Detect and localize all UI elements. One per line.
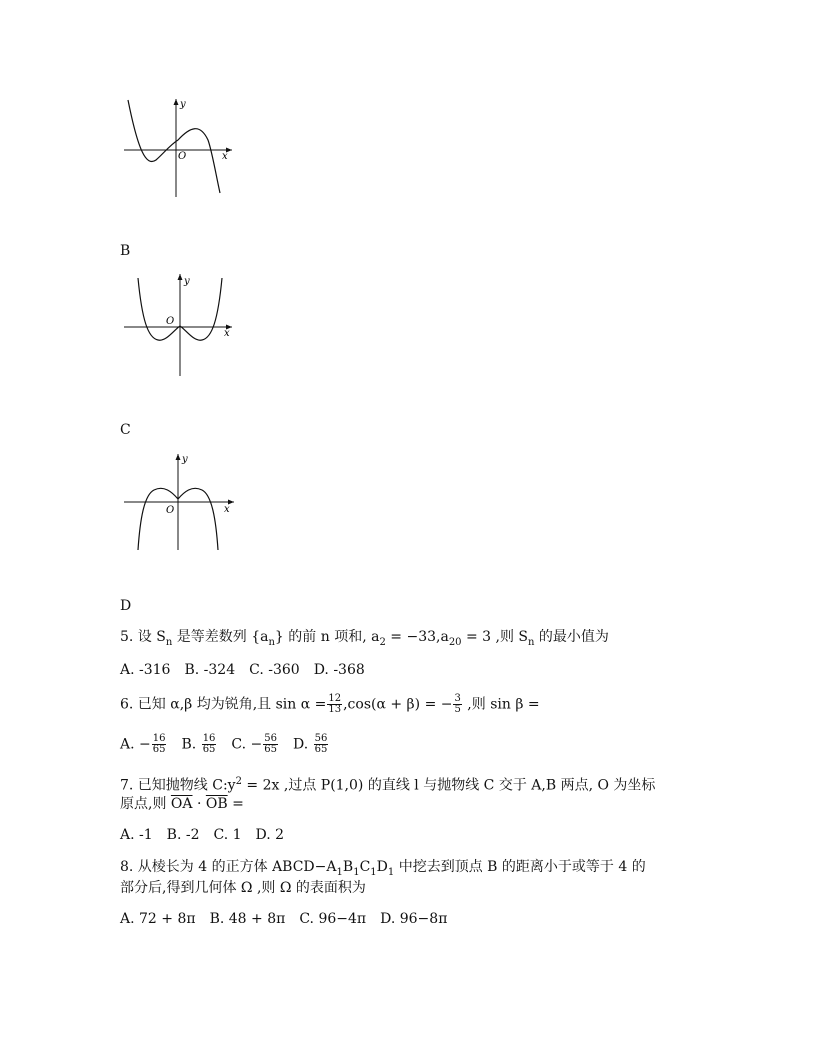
q6-fraction-1 [327,694,342,715]
q6-option-label: B. [181,736,197,753]
q7-option-b[interactable]: B. -2 [166,827,200,843]
vector-ob: $\overline{OB}$ [205,796,228,812]
q6-text: 6. 已知 α,β 均为锐角,且 sin α = [120,696,327,713]
q5-sub: 20 [448,636,462,648]
graph-1-x-label: x [222,151,228,162]
q5-option-c[interactable]: C. -360 [249,662,300,678]
graph-1-origin-label: O [178,151,187,162]
q6-opt-num: 16 [202,733,216,744]
graph-1-y-label: y [180,99,186,110]
question-7-options [120,825,298,845]
q6-opt-den: 65 [152,744,166,755]
q6-text: ,cos(α + β) = − [343,696,453,713]
q7-option-a[interactable]: A. -1 [120,827,153,843]
q8-sub: 1 [387,866,395,878]
q8-sub: 1 [336,866,343,878]
q6-f2-den: 5 [454,704,461,715]
graph-option-b [120,270,240,380]
graph-3-y-label: y [182,454,188,465]
q5-sub: 2 [379,636,386,648]
q5-text: 5. 设 S [120,629,166,645]
graph-3-x-label: x [224,504,230,515]
question-7-line-1 [120,772,655,796]
question-5 [120,627,609,653]
question-6-options [120,734,343,755]
q6-opt-num: 16 [152,733,166,744]
option-letter-b: B [120,243,131,259]
option-letter-d: D [120,598,132,614]
q6-f1-num: 12 [328,693,342,704]
q7-sup: 2 [235,776,242,787]
q8-sub: 1 [370,866,377,878]
q6-f2-num: 3 [454,693,461,704]
graph-option-c [120,450,240,555]
q5-text: = −33,a [385,629,449,645]
q8-text: 8. 从棱长为 4 的正方体 ABCD−A [120,859,337,875]
q8-text: C [359,859,371,875]
q8-text: D [376,859,388,875]
q5-text: } 的前 n 项和, a [274,629,380,645]
graph-2-y-label: y [184,276,190,287]
q5-option-d[interactable]: D. -368 [313,662,365,678]
q7-option-c[interactable]: C. 1 [213,827,242,843]
q8-option-c[interactable]: C. 96−4π [299,911,367,927]
question-6 [120,694,540,715]
q5-option-a[interactable]: A. -316 [120,662,171,678]
q5-text: 的最小值为 [534,629,609,645]
q6-opt-den: 65 [202,744,216,755]
q6-opt-den: 65 [264,744,277,755]
q5-text: = 3 ,则 S [461,629,529,645]
q6-option-label: A. − [120,736,151,753]
q6-opt-num: 56 [264,733,277,744]
q6-text: ,则 sin β = [462,696,540,713]
q7-text: 原点,则 [120,796,171,812]
q5-sub: n [268,636,275,648]
q6-opt-den: 65 [314,744,328,755]
graph-2-x-label: x [224,328,230,339]
graph-3-origin-label: O [166,505,175,516]
q7-text: 7. 已知抛物线 C:y [120,777,236,794]
q7-option-d[interactable]: D. 2 [255,827,285,843]
q7-text: = [227,796,244,812]
question-8-line-2: 部分后,得到几何体 Ω ,则 Ω 的表面积为 [120,880,366,896]
question-8-options [120,909,461,929]
q6-fraction-2 [453,694,461,715]
option-letter-c: C [120,422,131,438]
q7-dot: · [192,796,206,812]
q6-option-c[interactable] [231,734,279,755]
q7-text: = 2x ,过点 P(1,0) 的直线 l 与抛物线 C 交于 A,B 两点, O 为坐标 [241,777,656,794]
q6-option-fraction [314,734,329,755]
q6-option-b[interactable] [181,734,217,755]
q5-option-b[interactable]: B. -324 [184,662,236,678]
q6-option-fraction [263,734,278,755]
question-7-line-2 [120,794,244,814]
vector-oa: $\overline{OA}$ [170,796,193,812]
q6-option-label: D. [293,736,309,753]
q8-option-d[interactable]: D. 96−8π [380,911,448,927]
question-5-options [120,660,379,680]
q6-opt-num: 56 [314,733,328,744]
q8-option-b[interactable]: B. 48 + 8π [209,911,286,927]
q8-text: 中挖去到顶点 B 的距离小于或等于 4 的 [394,859,646,875]
graph-option-a [120,95,240,200]
q5-text: 是等差数列 {a [172,629,269,645]
q5-sub: n [165,636,173,648]
q6-option-label: C. − [231,736,263,753]
q6-option-fraction [152,734,167,755]
q5-sub: n [528,636,535,648]
graph-2-origin-label: O [166,316,175,327]
q6-option-d[interactable] [293,734,329,755]
q6-f1-den: 13 [328,704,342,715]
q6-option-fraction [202,734,217,755]
q8-sub: 1 [353,866,360,878]
q8-text: B [342,859,354,875]
q8-option-a[interactable]: A. 72 + 8π [120,911,196,927]
q6-option-a[interactable] [120,734,167,755]
